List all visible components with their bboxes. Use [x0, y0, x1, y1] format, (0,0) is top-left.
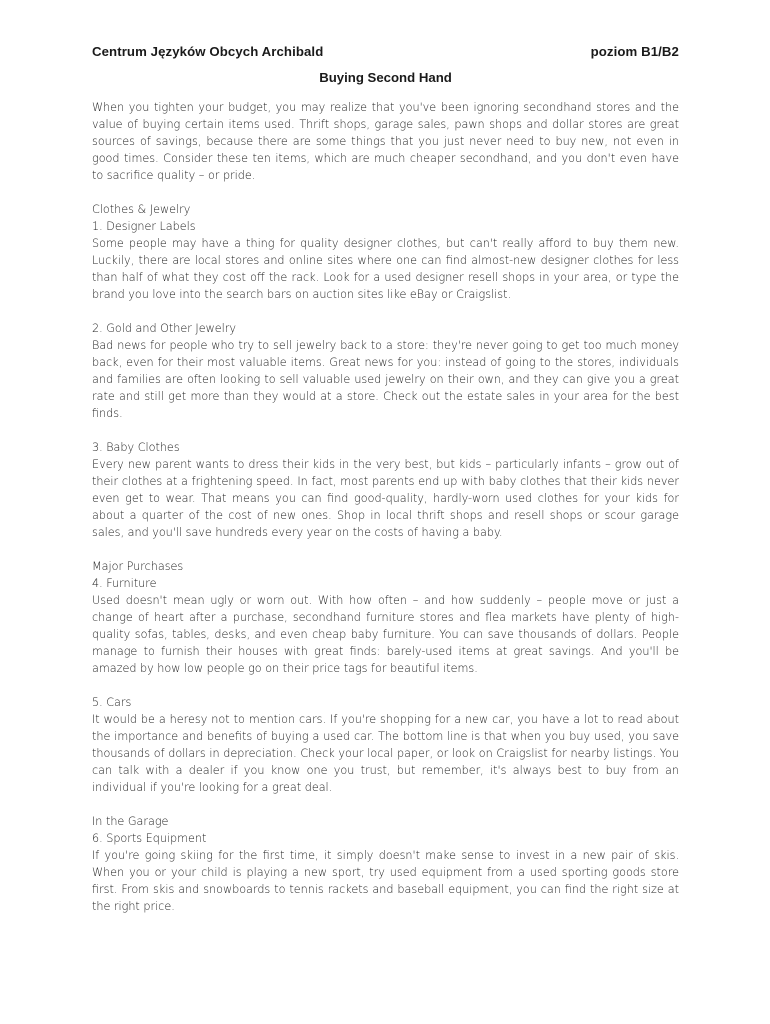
section-gold-jewelry [92, 320, 679, 422]
item-title: 2. Gold and Other Jewelry [92, 322, 236, 335]
document-body [92, 99, 679, 915]
item-text: It would be a heresy not to mention cars. If you're shopping for a new car, you have a lot to read about the importance and benefits of buying a used car. The bottom line is that when you buy used, you save thousands of dollars in depreciation. Check your local paper, or look on Craigslist for nearby listings. You can talk with a dealer if you know one you trust, but remember, it's always best to buy from an individual if you're looking for a great deal. [92, 713, 679, 794]
category-heading: Clothes & Jewelry [92, 203, 191, 216]
section-baby-clothes [92, 439, 679, 541]
item-text: Every new parent wants to dress their kids in the very best, but kids – particularly infants – grow out of their clothes at a frightening speed. In fact, most parents end up with baby clothes that their kids never even get to wear. That means you can find good-quality, hardly-worn used clothes for your kids for about a quarter of the cost of new ones. Shop in local thrift shops and resell shops or scour garage sales, and you'll save hundreds every year on the costs of having a baby. [92, 458, 679, 539]
item-title: 5. Cars [92, 696, 132, 709]
section-designer-labels [92, 201, 679, 303]
category-heading: In the Garage [92, 815, 169, 828]
level-label: poziom B1/B2 [590, 44, 679, 59]
school-name: Centrum Języków Obcych Archibald [92, 44, 324, 59]
intro-paragraph: When you tighten your budget, you may realize that you've been ignoring secondhand stores and the value of buying certain items used. Thrift shops, garage sales, pawn shops and dollar stores are great sources of savings, because there are some things that you just never need to buy new, not even in good times. Consider these ten items, which are much cheaper secondhand, and you don't even have to sacrifice quality – or pride. [92, 101, 679, 182]
section-cars [92, 694, 679, 796]
section-furniture [92, 558, 679, 677]
item-title: 1. Designer Labels [92, 220, 196, 233]
document-title: Buying Second Hand [319, 70, 452, 85]
item-title: 3. Baby Clothes [92, 441, 180, 454]
item-title: 4. Furniture [92, 577, 157, 590]
section-sports-equipment [92, 813, 679, 915]
category-heading: Major Purchases [92, 560, 184, 573]
item-title: 6. Sports Equipment [92, 832, 207, 845]
item-text: Some people may have a thing for quality designer clothes, but can't really afford to buy them new. Luckily, there are local stores and online sites where one can find almost-new designer clothes for less than half of what they cost off the rack. Look for a used designer resell shops in your area, or type the brand you love into the search bars on auction sites like eBay or Craigslist. [92, 237, 679, 301]
document-page [92, 44, 679, 915]
item-text: If you're going skiing for the first time, it simply doesn't make sense to invest in a new pair of skis. When you or your child is playing a new sport, try used equipment from a used sporting goods store first. From skis and snowboards to tennis rackets and baseball equipment, you can find the right size at the right price. [92, 849, 679, 913]
item-text: Used doesn't mean ugly or worn out. With how often – and how suddenly – people move or just a change of heart after a purchase, secondhand furniture stores and flea markets have plenty of high-quality sofas, tables, desks, and even cheap baby furniture. You can save thousands of dollars. People manage to furnish their houses with great finds: barely-used items at great savings. And you'll be amazed by how low people go on their price tags for beautiful items. [92, 594, 679, 675]
item-text: Bad news for people who try to sell jewelry back to a store: they're never going to get too much money back, even for their most valuable items. Great news for you: instead of going to the stores, individuals and families are often looking to sell valuable used jewelry on their own, and they can give you a great rate and still get more than they would at a store. Check out the estate sales in your area for the best finds. [92, 339, 679, 420]
page-header [92, 44, 679, 64]
